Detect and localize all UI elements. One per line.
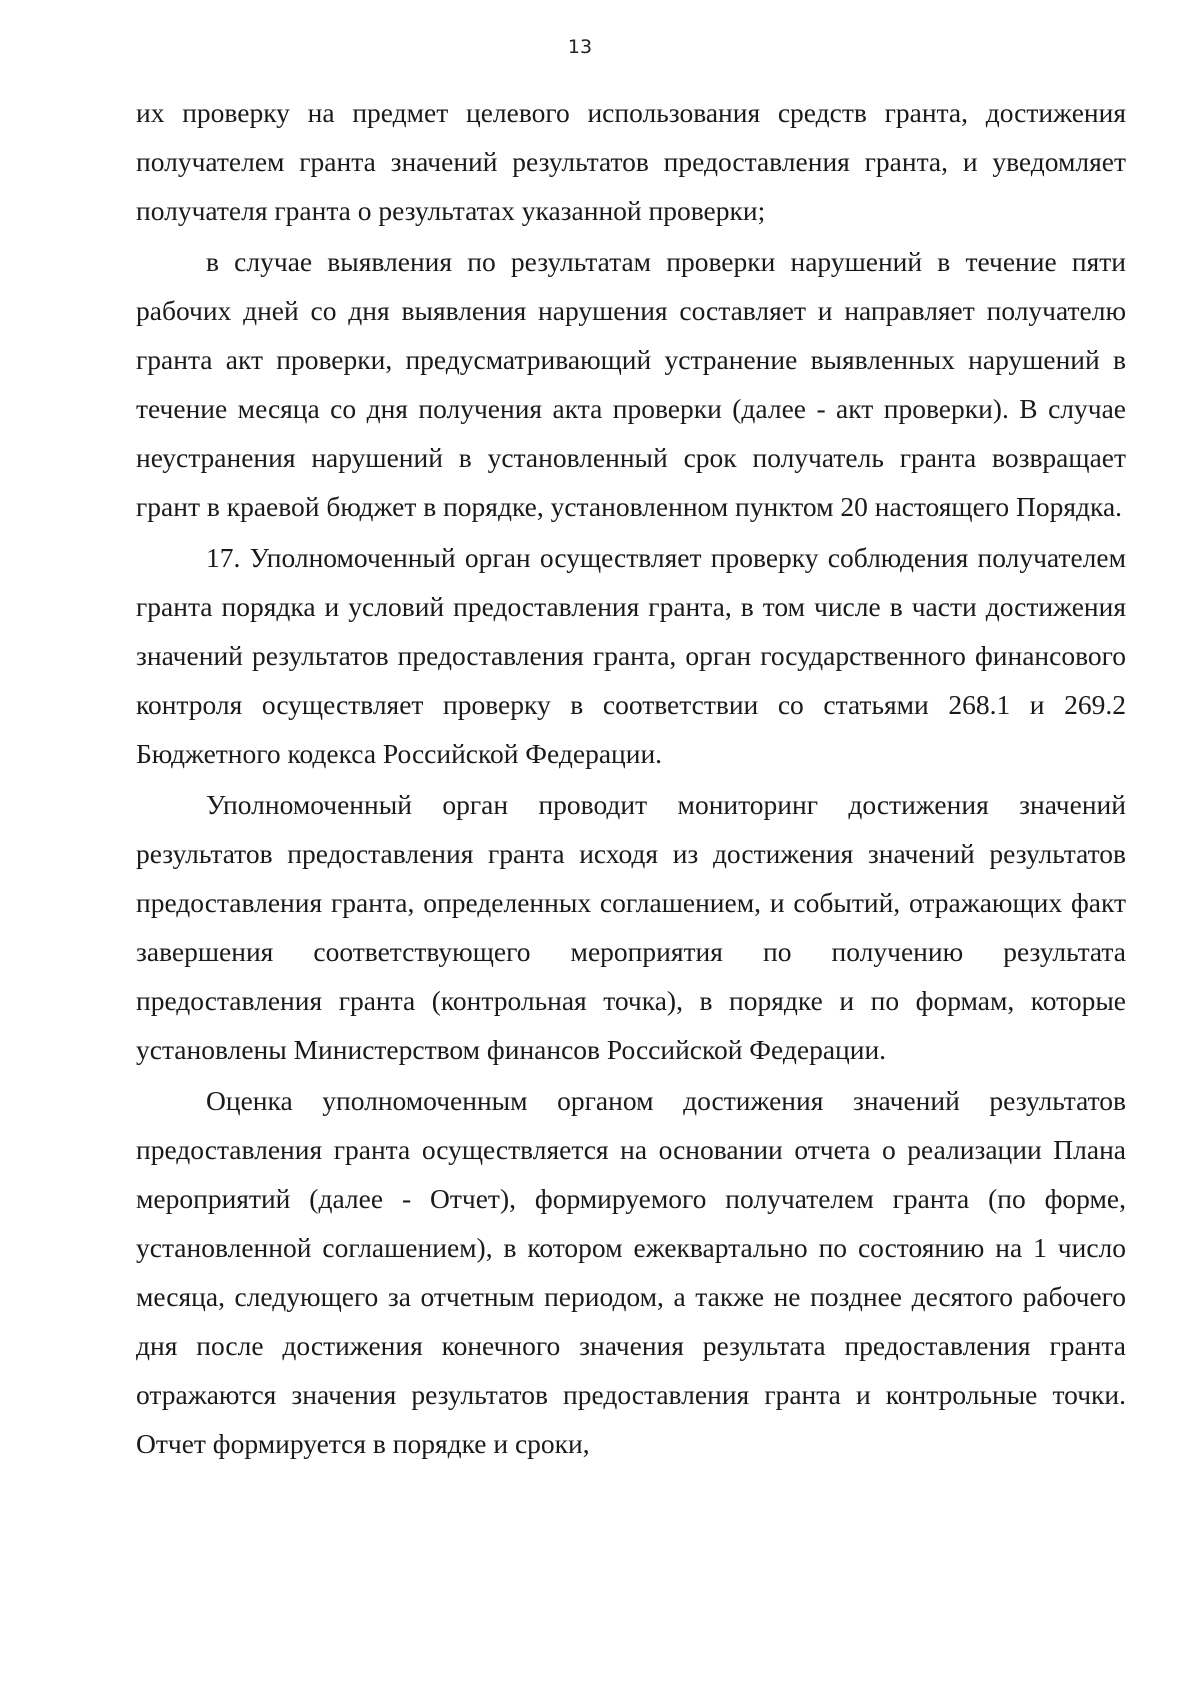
page-number: 13 [567, 36, 593, 58]
paragraph-17-compliance-check: 17. Уполномоченный орган осуществляет проверку соблюдения получателем гранта порядка и условий предоставления гранта, в том числе в части достижения значений результатов предоставления гранта, орган государственного финансового контроля осуществляет проверку в соответствии со статьями 268.1 и 269.2 Бюджетного кодекса Российской Федерации. [136, 542, 1126, 769]
document-body [136, 88, 1126, 1468]
paragraph-assessment-report: Оценка уполномоченным органом достижения значений результатов предоставления гранта осуществляется на основании отчета о реализации Плана мероприятий (далее - Отчет), формируемого получателем гранта (по форме, установленной соглашением), в котором ежеквартально по состоянию на 1 число месяца, следующего за отчетным периодом, а также не позднее десятого рабочего дня после достижения конечного значения результата предоставления гранта отражаются значения результатов предоставления гранта и контрольные точки. Отчет формируется в порядке и сроки, [136, 1085, 1126, 1459]
paragraph-monitoring: Уполномоченный орган проводит мониторинг достижения значений результатов предоставления гранта исходя из достижения значений результатов предоставления гранта, определенных соглашением, и событий, отражающих факт завершения соответствующего мероприятия по получению результата предоставления гранта (контрольная точка), в порядке и по формам, которые установлены Министерством финансов Российской Федерации. [136, 789, 1126, 1065]
paragraph-violations-act: в случае выявления по результатам проверки нарушений в течение пяти рабочих дней со дня выявления нарушения составляет и направляет получателю гранта акт проверки, предусматривающий устранение выявленных нарушений в течение месяца со дня получения акта проверки (далее - акт проверки). В случае неустранения нарушений в установленный срок получатель гранта возвращает грант в краевой бюджет в порядке, установленном пунктом 20 настоящего Порядка. [136, 246, 1126, 522]
paragraph-check-notification: их проверку на предмет целевого использования средств гранта, достижения получателем гранта значений результатов предоставления гранта, и уведомляет получателя гранта о результатах указанной проверки; [136, 97, 1126, 226]
